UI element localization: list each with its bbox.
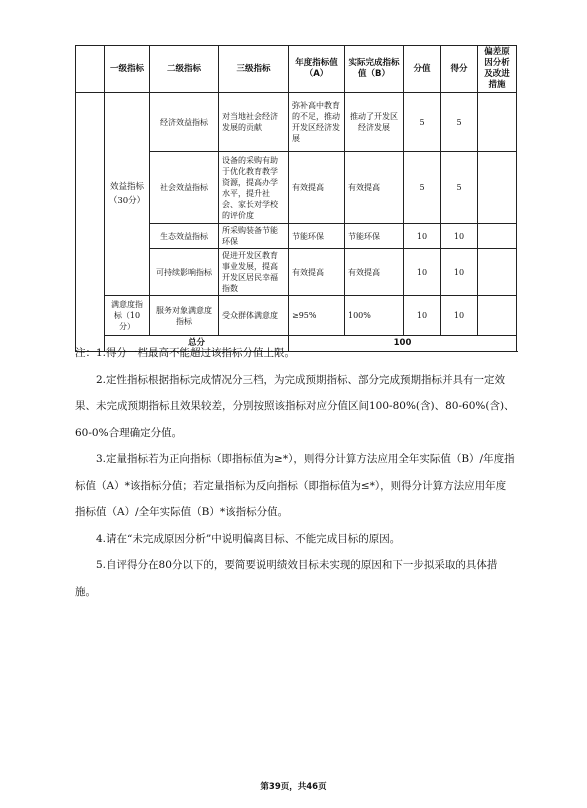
deviation-cell	[478, 152, 517, 224]
total-value: 100	[289, 336, 517, 352]
level3-cell: 受众群体满意度	[219, 296, 289, 336]
notes-section	[75, 340, 515, 605]
score-cell: 10	[441, 296, 478, 336]
target-cell: 弥补高中教育的不足，推动开发区经济发展	[289, 93, 345, 152]
score-value-cell: 10	[404, 249, 441, 296]
header-row	[76, 46, 517, 93]
score-value-cell: 10	[404, 224, 441, 249]
actual-cell: 有效提高	[345, 249, 404, 296]
level2-cell: 经济效益指标	[150, 93, 219, 152]
target-cell: ≥95%	[289, 296, 345, 336]
score-value-cell: 5	[404, 93, 441, 152]
level2-cell: 生态效益指标	[150, 224, 219, 249]
target-cell: 有效提高	[289, 249, 345, 296]
actual-cell: 节能环保	[345, 224, 404, 249]
satisfaction-level1-cell: 满意度指标（10分）	[105, 296, 150, 336]
deviation-cell	[478, 93, 517, 152]
score-value-cell: 5	[404, 152, 441, 224]
level3-cell: 促进开发区教育事业发展，提高开发区居民幸福指数	[219, 249, 289, 296]
table-row	[76, 93, 517, 152]
note-4: 4.请在“未完成原因分析”中说明偏离目标、不能完成目标的原因。	[96, 532, 401, 545]
header-deviation: 偏差原因分析及改进措施	[478, 46, 517, 93]
header-actual-value: 实际完成指标值（B）	[345, 46, 404, 93]
note-1: 注：1.得分一档最高不能超过该指标分值上限。	[75, 347, 296, 359]
header-level3: 三级指标	[219, 46, 289, 93]
score-cell: 5	[441, 93, 478, 152]
table-row	[76, 296, 517, 336]
page-footer: 第39页，共46页	[260, 782, 327, 792]
target-cell: 节能环保	[289, 224, 345, 249]
deviation-cell	[478, 296, 517, 336]
actual-cell: 100%	[345, 296, 404, 336]
deviation-cell	[478, 224, 517, 249]
note-5: 5.自评得分在80分以下的，要简要说明绩效目标未实现的原因和下一步拟采取的具体措施。	[75, 559, 498, 598]
header-level1: 一级指标	[105, 46, 150, 93]
note-3: 3.定量指标若为正向指标（即指标值为≥*），则得分计算方法应用全年实际值（B）/年度指标值（A）*该指标分值；若定量指标为反向指标（即指标值为≤*），则得分计算方法应用年度指标值（A）/全年实际值（B）*该指标分值。	[75, 453, 515, 518]
header-score-value: 分值	[404, 46, 441, 93]
total-label: 总分	[105, 336, 289, 352]
score-cell: 10	[441, 224, 478, 249]
score-cell: 5	[441, 152, 478, 224]
score-cell: 10	[441, 249, 478, 296]
header-score: 得分	[441, 46, 478, 93]
actual-cell: 推动了开发区经济发展	[345, 93, 404, 152]
performance-indicator-table	[75, 45, 517, 352]
score-value-cell: 10	[404, 296, 441, 336]
level2-cell: 服务对象满意度指标	[150, 296, 219, 336]
target-cell: 有效提高	[289, 152, 345, 224]
benefit-level1-cell: 效益指标（30分）	[105, 93, 150, 296]
left-blank-cell	[76, 46, 105, 93]
actual-cell: 有效提高	[345, 152, 404, 224]
header-level2: 二级指标	[150, 46, 219, 93]
note-2: 2.定性指标根据指标完成情况分三档，为完成预期指标、部分完成预期指标并具有一定效果、未完成预期指标且效果较差，分别按照该指标对应分值区间100-80%(含)、80-60%(含)、60-0%合理确定分值。	[75, 373, 515, 439]
deviation-cell	[478, 249, 517, 296]
level3-cell: 所采购装备节能环保	[219, 224, 289, 249]
header-annual-target: 年度指标值（A）	[289, 46, 345, 93]
level3-cell: 设备的采购有助于优化教育教学资源，提高办学水平，提升社会、家长对学校的评价度	[219, 152, 289, 224]
left-blank-cell	[76, 93, 105, 352]
level3-cell: 对当地社会经济发展的贡献	[219, 93, 289, 152]
level2-cell: 可持续影响指标	[150, 249, 219, 296]
level2-cell: 社会效益指标	[150, 152, 219, 224]
